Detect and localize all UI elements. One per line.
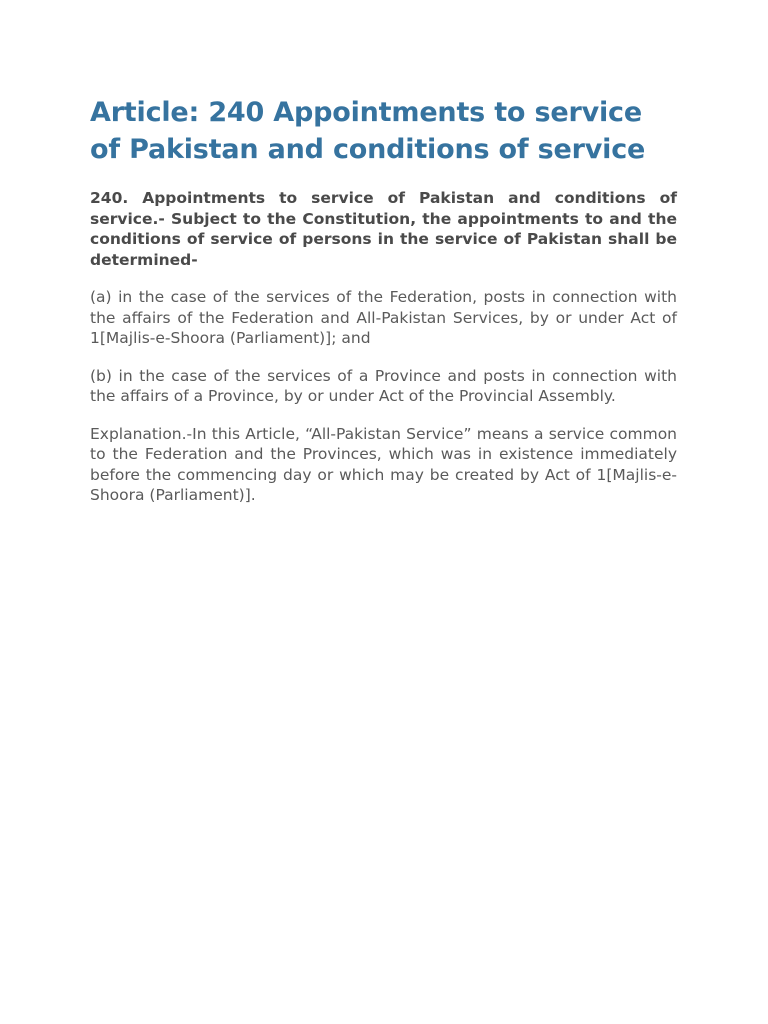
clause-b-paragraph: (b) in the case of the services of a Province and posts in connection with the affairs of a Province, by or under Act of the Provincial Assembly.	[90, 366, 677, 405]
article-title: Article: 240 Appointments to service of Pakistan and conditions of service	[90, 97, 646, 165]
article-lead-paragraph: 240. Appointments to service of Pakistan and conditions of service.- Subject to the Constitution, the appointments to and the conditions of service of persons in the service of Pakistan shall be determined-	[90, 189, 677, 269]
clause-a-paragraph: (a) in the case of the services of the Federation, posts in connection with the affairs of the Federation and All-Pakistan Services, by or under Act of 1[Majlis-e-Shoora (Parliament)]; and	[90, 288, 677, 347]
explanation-paragraph: Explanation.-In this Article, “All-Pakistan Service” means a service common to the Federation and the Provinces, which was in existence immediately before the commencing day or which may be created by Act of 1[Majlis-e-Shoora (Parliament)].	[90, 424, 677, 504]
document-page	[90, 94, 677, 523]
